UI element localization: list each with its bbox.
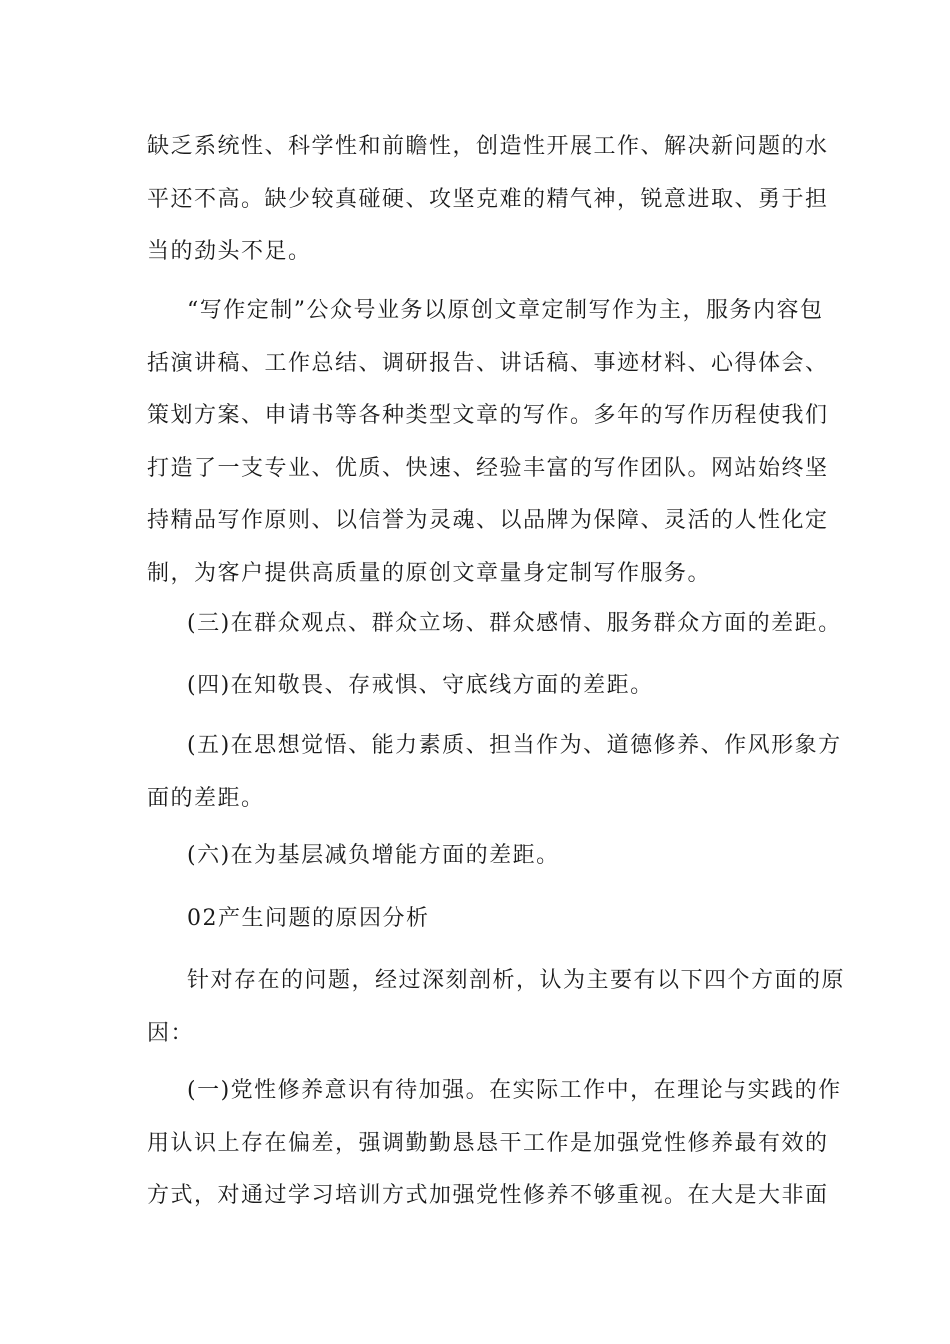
text-line: 制，为客户提供高质量的原创文章量身定制写作服务。 — [147, 560, 712, 586]
text-line: 用认识上存在偏差，强调勤勤恳恳干工作是加强党性修养最有效的 — [147, 1130, 829, 1156]
text-line: 括演讲稿、工作总结、调研报告、讲话稿、事迹材料、心得体会、 — [147, 350, 829, 376]
text-line: 02产生问题的原因分析 — [187, 906, 430, 931]
text-line: (五)在思想觉悟、能力素质、担当作为、道德修养、作风形象方 — [187, 733, 842, 758]
text-line: “写作定制”公众号业务以原创文章定制写作为主，服务内容包 — [187, 298, 824, 323]
text-line: 针对存在的问题，经过深刻剖析，认为主要有以下四个方面的原 — [187, 968, 846, 993]
text-line: 因： — [147, 1020, 195, 1046]
text-line: (一)党性修养意识有待加强。在实际工作中，在理论与实践的作 — [187, 1078, 842, 1103]
text-line: 打造了一支专业、优质、快速、经验丰富的写作团队。网站始终坚 — [147, 455, 829, 481]
section-heading — [147, 893, 807, 946]
paragraph-1 — [147, 121, 829, 279]
text-line: (六)在为基层减负增能方面的差距。 — [187, 843, 560, 868]
text-line: 方式，对通过学习培训方式加强党性修养不够重视。在大是大非面 — [147, 1183, 829, 1209]
text-line: (四)在知敬畏、存戒惧、守底线方面的差距。 — [187, 673, 654, 698]
paragraph-9 — [147, 1065, 842, 1223]
paragraph-5 — [147, 720, 842, 825]
paragraph-3 — [147, 598, 842, 651]
text-line: 策划方案、申请书等各种类型文章的写作。多年的写作历程使我们 — [147, 403, 829, 429]
text-line: 持精品写作原则、以信誉为灵魂、以品牌为保障、灵活的人性化定 — [147, 508, 829, 534]
paragraph-4 — [147, 660, 807, 713]
text-line: 缺乏系统性、科学性和前瞻性，创造性开展工作、解决新问题的水 — [147, 134, 829, 159]
paragraph-8 — [147, 955, 846, 1060]
paragraph-2 — [147, 285, 829, 601]
text-line: (三)在群众观点、群众立场、群众感情、服务群众方面的差距。 — [187, 611, 842, 636]
text-line: 面的差距。 — [147, 785, 265, 811]
text-line: 平还不高。缺少较真碰硬、攻坚克难的精气神，锐意进取、勇于担 — [147, 186, 829, 212]
text-line: 当的劲头不足。 — [147, 239, 312, 265]
paragraph-6 — [147, 830, 807, 883]
